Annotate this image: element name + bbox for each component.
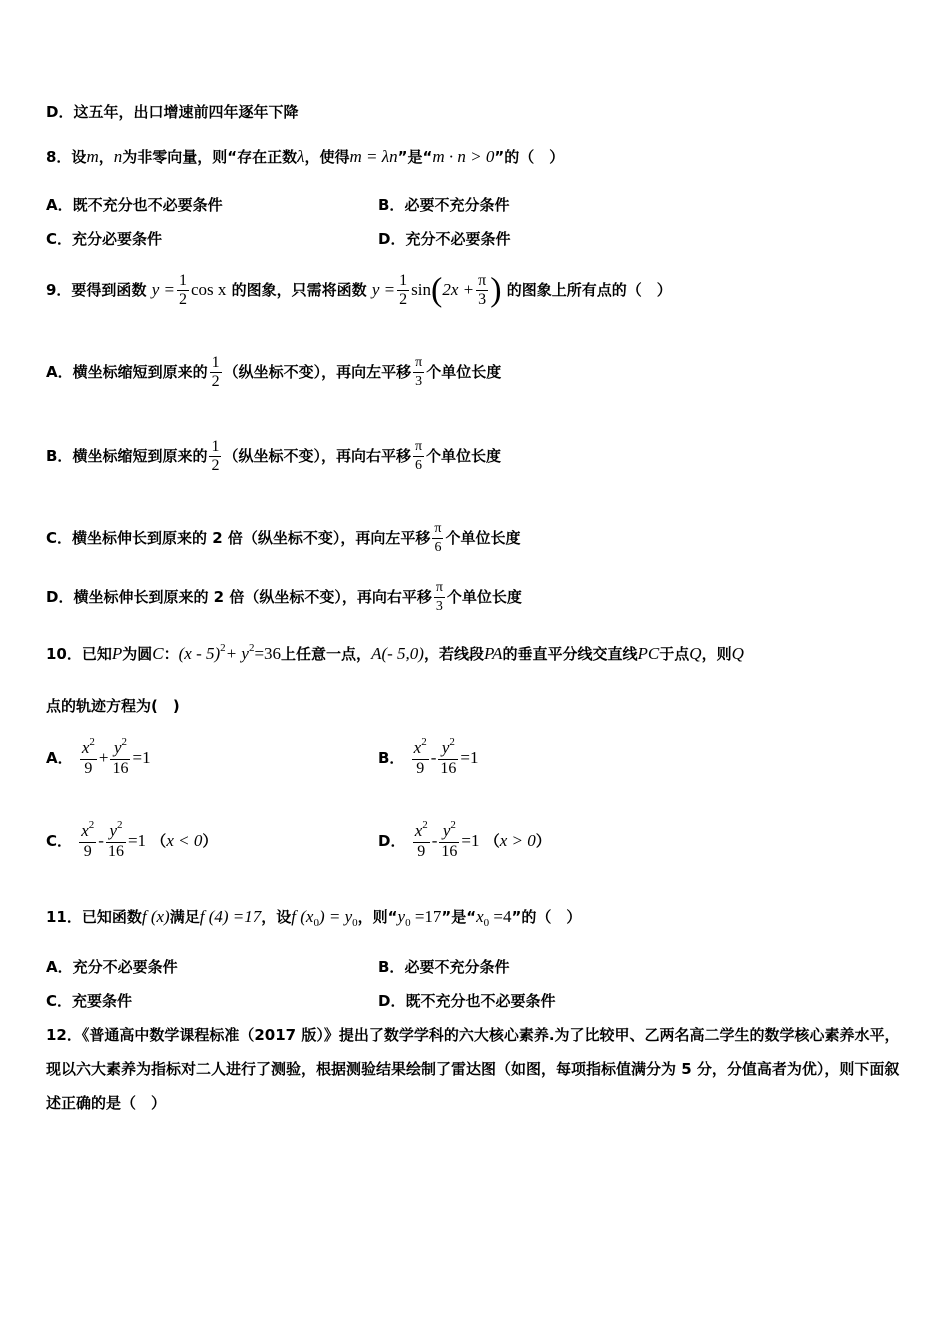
fraction-x2-9	[80, 736, 97, 778]
math-equals-one: =1	[460, 748, 479, 767]
math-exponent: 2	[248, 642, 255, 654]
fraction	[209, 438, 221, 475]
q9-option-c	[46, 518, 521, 558]
paren-close: ）	[202, 832, 218, 850]
math-fx0: ) = y	[318, 907, 353, 926]
option-text: 既不充分也不必要条件	[405, 992, 556, 1010]
math-subscript: 0	[483, 917, 490, 929]
math-circle-part: + y	[225, 644, 249, 663]
option-text: （纵坐标不变），再向左平移	[223, 363, 412, 381]
option-letter: A．	[46, 196, 73, 214]
math-operator: +	[98, 748, 109, 767]
math-y0-value: =17	[410, 907, 442, 926]
fraction-y2-16	[439, 819, 459, 861]
fraction-denominator: 6	[413, 456, 424, 475]
q8-number: 8．设	[46, 148, 87, 166]
fraction-x2-9	[413, 819, 430, 861]
q10-text: 为圆	[122, 645, 153, 663]
option-letter: D．	[378, 832, 406, 850]
q11-text: ”的（ ）	[511, 908, 582, 926]
q11-stem	[46, 907, 581, 929]
option-letter: D．	[46, 103, 74, 121]
math-exponent: 2	[121, 736, 127, 748]
math-PA: PA	[483, 644, 503, 663]
math-exponent: 2	[88, 819, 95, 831]
option-letter: A．	[46, 958, 73, 976]
fraction-numerator: π	[434, 521, 442, 536]
math-exponent: 2	[450, 819, 456, 831]
option-text: 充要条件	[72, 992, 133, 1010]
math-circle-part: =36	[254, 644, 282, 663]
fraction-numerator: π	[415, 355, 423, 370]
option-letter: D．	[378, 230, 406, 248]
math-operator: -	[431, 831, 438, 850]
fraction-x2-9	[79, 819, 96, 861]
fraction-x2-9	[412, 736, 429, 778]
math-equals-one: =1	[461, 831, 480, 850]
fraction-denominator: 3	[476, 290, 488, 309]
option-letter: C．	[46, 529, 73, 547]
fraction-numerator: 1	[211, 438, 220, 455]
fraction-denominator: 9	[79, 842, 96, 861]
q12-stem: 12．《普通高中数学课程标准（2017 版）》提出了数学学科的六大核心素养.为了比较甲、乙两名高二学生的数学核心素养水平，现以六大素养为指标对二人进行了测验，根据测验结果绘制了雷达图（如图，每项指标值满分为 5 分，分值高者为优），则下面叙述正确的是（ ）	[46, 1026, 900, 1112]
fraction-numerator: 1	[399, 272, 408, 289]
option-text: 必要不充分条件	[404, 958, 510, 976]
q10-stem	[46, 644, 744, 666]
fraction-numerator: π	[435, 580, 443, 595]
right-paren: )	[490, 271, 502, 309]
q8-text-3: ”是“	[397, 148, 433, 166]
math-x: x	[413, 738, 422, 757]
q8-option-d	[378, 229, 510, 249]
math-lambda: λ	[297, 147, 305, 166]
q8-stem	[46, 147, 564, 167]
paren-open: （	[151, 832, 167, 850]
q9-stem	[46, 268, 672, 312]
math-operator: -	[430, 748, 437, 767]
math-operator: -	[98, 831, 104, 850]
fraction-denominator: 2	[211, 373, 220, 390]
fraction	[210, 354, 222, 391]
q10-text: 上任意一点，	[281, 645, 372, 663]
option-text: 横坐标伸长到原来的 2 倍（纵坐标不变），再向左平移	[72, 529, 431, 547]
q10-text: ：	[163, 645, 179, 663]
q8-text-1: 为非零向量，则“存在正数	[122, 148, 298, 166]
option-letter: C．	[46, 832, 73, 850]
q10-text: 的垂直平分线交直线	[502, 645, 638, 663]
q10-option-a	[46, 736, 151, 780]
q11-text: 满足	[169, 908, 200, 926]
fraction-denominator: 16	[107, 843, 124, 860]
fraction-half	[177, 272, 189, 309]
math-y: y	[113, 738, 122, 757]
q10-option-b	[378, 736, 478, 780]
math-exponent: 2	[220, 642, 226, 654]
option-text: 个单位长度	[445, 529, 521, 547]
q11-text: ，则“	[357, 908, 398, 926]
option-letter: B．	[378, 196, 405, 214]
q8-text-2: ，使得	[304, 148, 350, 166]
q8-option-c	[46, 229, 162, 249]
fraction-denominator: 16	[440, 760, 457, 777]
q10-text: ，若线段	[423, 645, 484, 663]
math-y0: y	[397, 907, 406, 926]
fraction-denominator: 9	[413, 842, 430, 861]
q8-option-a	[46, 195, 223, 215]
option-letter: B．	[46, 447, 73, 465]
fraction-denominator: 9	[80, 759, 97, 778]
math-equation: m = λn	[349, 147, 398, 166]
q10-number: 10．已知	[46, 645, 112, 663]
option-text: 个单位长度	[426, 447, 502, 465]
option-text: 横坐标缩短到原来的	[72, 363, 208, 381]
option-text: 充分不必要条件	[72, 958, 178, 976]
math-equals-one: =1	[127, 831, 147, 850]
q9-option-b	[46, 434, 501, 478]
math-y: y	[441, 738, 450, 757]
math-y-eq: y =	[371, 280, 396, 299]
math-y-eq: y =	[151, 280, 175, 299]
option-letter: A．	[46, 749, 73, 767]
q10-option-d	[378, 819, 551, 863]
math-subscript: 0	[405, 917, 411, 929]
fraction-denominator: 3	[413, 372, 424, 391]
option-text: 个单位长度	[446, 588, 522, 606]
q10-text: ，则	[701, 645, 732, 663]
q7-option-d	[46, 102, 298, 122]
q11-number: 11．已知函数	[46, 908, 142, 926]
math-point-A: A(- 5,0)	[371, 644, 424, 663]
math-x: x	[414, 821, 423, 840]
q11-text: ”是“	[441, 908, 477, 926]
fraction-numerator: π	[414, 439, 423, 454]
math-circle-part: (x - 5)	[178, 644, 221, 663]
fraction	[413, 354, 424, 391]
paren-open: （	[484, 832, 500, 850]
fraction	[434, 579, 445, 616]
fraction-denominator: 3	[434, 597, 445, 616]
fraction-numerator: 1	[178, 272, 187, 289]
q10-option-c	[46, 819, 217, 863]
option-text: 充分必要条件	[72, 230, 163, 248]
fraction-numerator: 1	[211, 354, 220, 371]
math-n: n	[113, 147, 123, 166]
paren-close: ）	[535, 832, 551, 850]
math-fx0: f (x	[291, 907, 314, 926]
q10-stem-line2	[46, 696, 180, 716]
math-condition: x > 0	[499, 831, 536, 850]
q8-text-4: ”的（ ）	[494, 148, 565, 166]
q10-text: 于点	[659, 645, 690, 663]
math-condition: x < 0	[166, 831, 203, 850]
fraction-denominator: 2	[399, 291, 408, 308]
q9-option-d	[46, 577, 522, 617]
q11-option-d	[378, 991, 555, 1011]
fraction-denominator: 2	[211, 457, 220, 474]
option-text: （纵坐标不变），再向右平移	[223, 447, 411, 465]
math-subscript: 0	[313, 917, 319, 929]
math-sin: sin	[411, 280, 431, 299]
math-PC: PC	[637, 644, 660, 663]
math-f4: f (4) =17	[199, 907, 262, 926]
fraction-denominator: 6	[432, 538, 443, 557]
math-exponent: 2	[421, 736, 427, 748]
fraction	[432, 520, 443, 557]
fraction-numerator: π	[478, 272, 487, 289]
math-m: m	[86, 147, 99, 166]
left-paren: (	[431, 271, 443, 309]
option-letter: C．	[46, 992, 73, 1010]
q9-text-2: 的图象上所有点的（ ）	[506, 281, 672, 299]
math-exponent: 2	[116, 819, 123, 831]
option-letter: B．	[378, 958, 405, 976]
separator: ，	[98, 148, 114, 166]
option-text: 横坐标伸长到原来的 2 倍（纵坐标不变），再向右平移	[73, 588, 432, 606]
math-x0-value: =4	[489, 907, 512, 926]
math-fx: f (x)	[141, 907, 170, 926]
fraction-y2-16	[106, 819, 126, 861]
math-y: y	[442, 821, 451, 840]
option-text: 横坐标缩短到原来的	[72, 447, 208, 465]
q11-text: ，设	[261, 908, 292, 926]
fraction	[413, 438, 424, 475]
math-exponent: 2	[449, 736, 455, 748]
math-exponent: 2	[89, 736, 95, 748]
option-letter: B．	[378, 749, 405, 767]
option-letter: D．	[46, 588, 74, 606]
fraction-denominator: 16	[112, 760, 129, 777]
fraction-denominator: 9	[412, 759, 429, 778]
math-exponent: 2	[422, 819, 428, 831]
fraction-pi-3	[476, 272, 488, 309]
math-x: x	[81, 738, 90, 757]
math-C: C	[152, 644, 164, 663]
option-text: 既不充分也不必要条件	[72, 196, 223, 214]
option-text: 个单位长度	[426, 363, 502, 381]
q10-text: 点的轨迹方程为( )	[46, 697, 180, 715]
q11-option-b	[378, 957, 509, 977]
fraction-y2-16	[110, 736, 130, 778]
math-Q: Q	[689, 644, 702, 663]
math-Q: Q	[731, 644, 744, 663]
fraction-denominator: 16	[441, 843, 458, 860]
math-subscript: 0	[352, 917, 358, 929]
math-equals-one: =1	[132, 748, 151, 767]
math-argument: 2x +	[442, 280, 475, 299]
math-x0: x	[476, 907, 484, 926]
math-cos-x: cos x	[190, 280, 227, 299]
q9-text-1: 的图象，只需将函数	[231, 281, 367, 299]
q8-option-b	[378, 195, 509, 215]
fraction-denominator: 2	[178, 291, 187, 308]
option-text: 这五年，出口增速前四年逐年下降	[73, 103, 299, 121]
q9-number: 9．要得到函数	[46, 281, 147, 299]
math-P: P	[111, 644, 123, 663]
option-text: 必要不充分条件	[404, 196, 510, 214]
math-x: x	[81, 821, 89, 840]
q11-option-a	[46, 957, 178, 977]
option-text: 充分不必要条件	[405, 230, 511, 248]
option-letter: C．	[46, 230, 73, 248]
fraction-half	[397, 272, 409, 309]
option-letter: A．	[46, 363, 73, 381]
math-y: y	[109, 821, 117, 840]
fraction-y2-16	[438, 736, 458, 778]
option-letter: D．	[378, 992, 406, 1010]
math-condition: m · n > 0	[432, 147, 495, 166]
q11-option-c	[46, 991, 132, 1011]
q9-option-a	[46, 350, 501, 394]
